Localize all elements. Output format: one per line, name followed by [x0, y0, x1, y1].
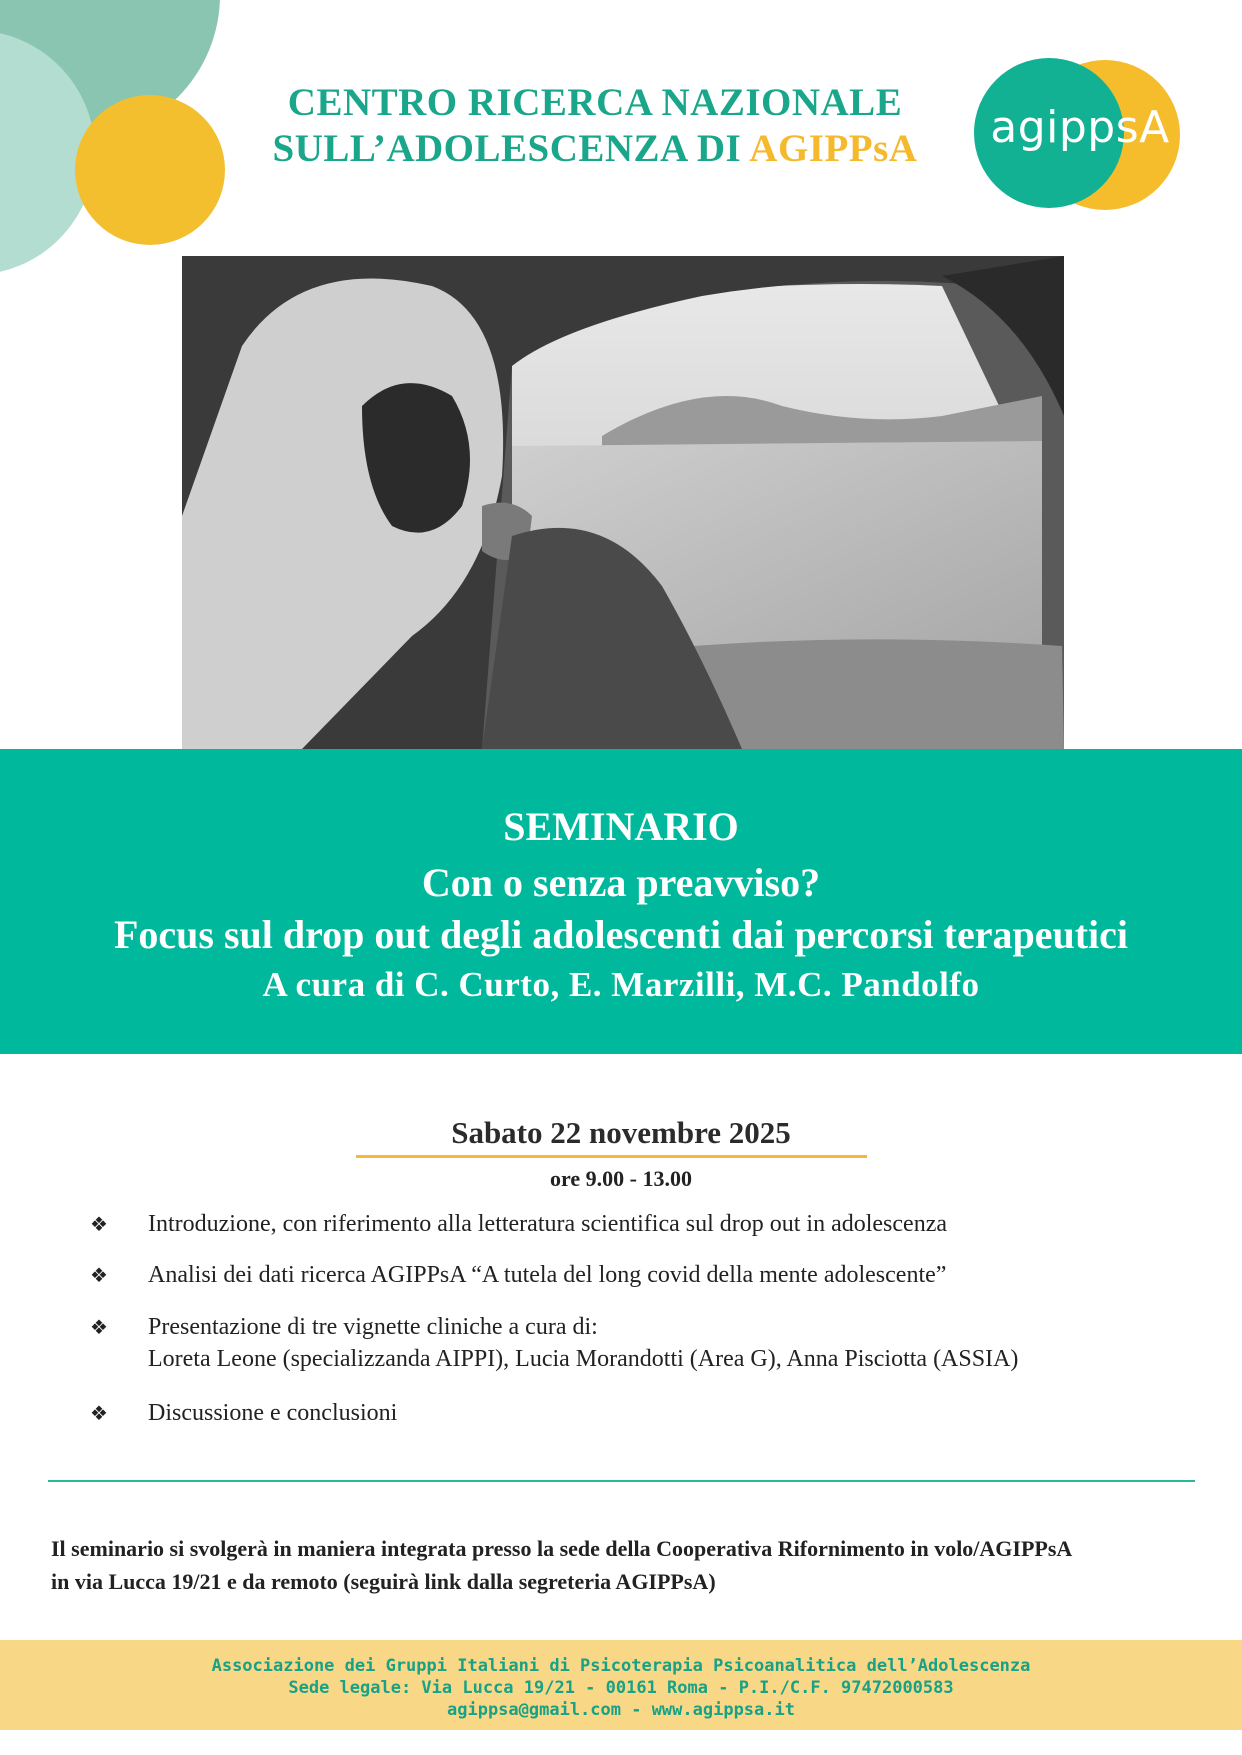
bullet-diamond-icon: ❖ — [90, 1212, 108, 1236]
bullet-diamond-icon: ❖ — [90, 1263, 108, 1287]
event-photo — [182, 256, 1064, 749]
date-underline — [356, 1155, 867, 1158]
agenda-item-text: Analisi dei dati ricerca AGIPPsA “A tutela del long covid della mente adolescente” — [148, 1262, 947, 1288]
agippsa-logo — [970, 58, 1190, 208]
seminar-banner — [0, 749, 1242, 1054]
agenda-item-text: Introduzione, con riferimento alla letteratura scientifica sul drop out in adolescenza — [148, 1211, 948, 1237]
agenda-item-text: Discussione e conclusioni — [148, 1400, 398, 1426]
header-title — [200, 80, 990, 172]
seminar-label: SEMINARIO — [503, 804, 739, 849]
header-title-accent: AGIPPsA — [749, 127, 918, 170]
event-time: ore 9.00 - 13.00 — [550, 1166, 692, 1191]
bullet-diamond-icon: ❖ — [90, 1401, 108, 1425]
photo-hooded-teen-icon — [182, 256, 1064, 749]
agenda-item-text — [148, 1311, 1198, 1375]
agenda-item-heading: Presentazione di tre vignette cliniche a cura di: — [148, 1314, 598, 1340]
seminar-curators: A cura di C. Curto, E. Marzilli, M.C. Pandolfo — [262, 965, 980, 1004]
footer-association-name: Associazione dei Gruppi Italiani di Psicoterapia Psicoanalitica dell’Adolescenza — [211, 1656, 1031, 1676]
event-date: Sabato 22 novembre 2025 — [451, 1115, 791, 1150]
seminar-title: Con o senza preavviso? — [421, 860, 821, 905]
venue-note-line1: Il seminario si svolgerà in maniera integrata presso la sede della Cooperativa Rifornimento in volo/AGIPPsA — [51, 1536, 1073, 1561]
header-title-line2-prefix: SULL’ADOLESCENZA DI — [272, 127, 750, 170]
section-divider — [48, 1480, 1195, 1482]
bullet-diamond-icon: ❖ — [90, 1315, 108, 1339]
footer-contacts[interactable]: agippsa@gmail.com - www.agippsa.it — [447, 1700, 795, 1720]
footer — [0, 1640, 1242, 1730]
agenda-item-subtext: Loreta Leone (specializzanda AIPPI), Lucia Morandotti (Area G), Anna Pisciotta (ASSIA) — [148, 1346, 1019, 1372]
venue-note-line2: in via Lucca 19/21 e da remoto (seguirà link dalla segreteria AGIPPsA) — [51, 1569, 716, 1594]
header-title-line2 — [200, 126, 990, 172]
seminar-subtitle: Focus sul drop out degli adolescenti dai percorsi terapeutici — [113, 912, 1129, 957]
venue-note — [51, 1532, 1201, 1598]
footer-legal-address: Sede legale: Via Lucca 19/21 - 00161 Roma - P.I./C.F. 97472000583 — [288, 1678, 954, 1698]
header-title-line1: CENTRO RICERCA NAZIONALE — [287, 81, 903, 124]
logo-text: agippsA — [990, 102, 1170, 153]
